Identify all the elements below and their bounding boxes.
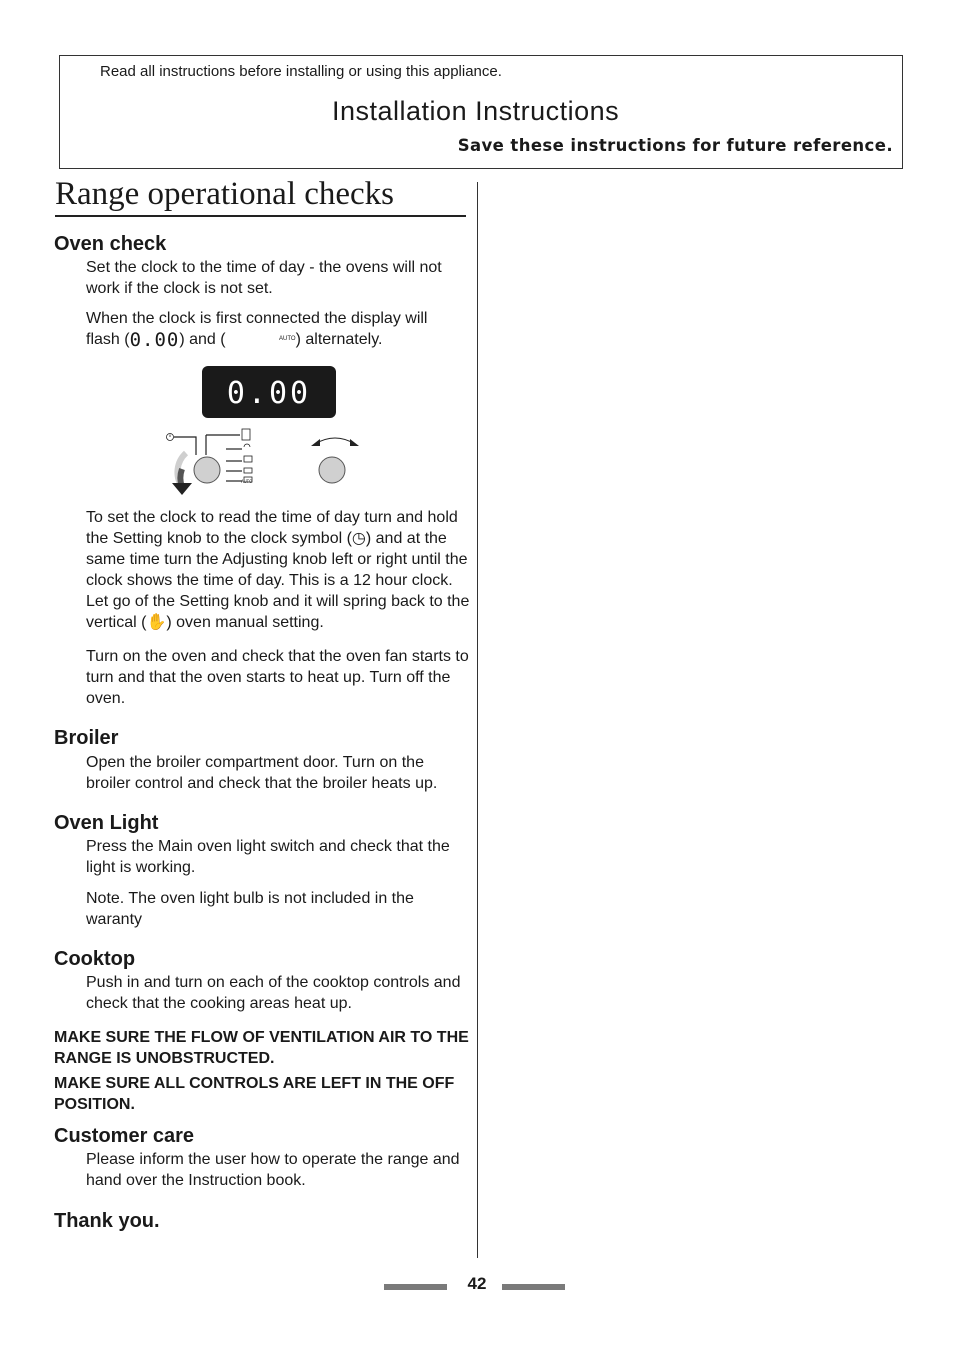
warning-controls-off: MAKE SURE ALL CONTROLS ARE LEFT IN THE OFF POSITION.	[54, 1075, 455, 1113]
broiler-paragraph: Open the broiler compartment door. Turn on the broiler control and check that the broiler heats up.	[86, 754, 438, 792]
clock-symbol-icon	[167, 434, 174, 441]
turn-arrow-icon	[172, 453, 192, 495]
diagram-auto-label: AUTO	[241, 479, 253, 484]
clock-display-digits: 0.00	[226, 376, 312, 411]
warning-ventilation: MAKE SURE THE FLOW OF VENTILATION AIR TO THE RANGE IS UNOBSTRUCTED.	[54, 1029, 469, 1067]
oven-check-paragraph-1: Set the clock to the time of day - the ovens will not work if the clock is not set.	[86, 259, 442, 297]
column-divider	[477, 182, 478, 1258]
function-symbols-icon	[242, 429, 252, 482]
heading-cooktop: Cooktop	[54, 948, 136, 970]
setting-knob	[194, 457, 220, 483]
flash-auto-label: AUTO	[279, 336, 296, 342]
header-title: Installation Instructions	[332, 96, 620, 126]
oven-check-paragraph-4: Turn on the oven and check that the oven fan starts to turn and that the oven starts to heat up. Turn off the oven.	[86, 648, 469, 707]
control-knobs-diagram	[160, 425, 370, 500]
flash-segment-digits: 0.00	[129, 329, 180, 351]
customer-care-paragraph: Please inform the user how to operate the range and hand over the Instruction book.	[86, 1151, 460, 1189]
oven-check-paragraph-2	[86, 308, 470, 351]
header-save-note: Save these instructions for future reference.	[457, 136, 893, 155]
clock-display	[202, 366, 336, 418]
oven-check-paragraph-3: To set the clock to read the time of day turn and hold the Setting knob to the clock symbol (◷) and at the same time turn the Adjusting knob left or right until the clock shows the time of day. This is a 12 hour clock. Let go of the Setting knob and it will spring back to the vertical (✋) oven manual setting.	[86, 509, 470, 631]
thank-you: Thank you.	[54, 1210, 160, 1232]
oven-light-paragraph-1: Press the Main oven light switch and check that the light is working.	[86, 838, 450, 876]
flash-line-1: When the clock is first connected the display will	[86, 310, 428, 327]
adjusting-knob	[319, 457, 345, 483]
flash-alternately: ) alternately.	[295, 331, 383, 348]
heading-broiler: Broiler	[54, 727, 119, 749]
footer-bar-right	[502, 1284, 565, 1290]
heading-customer-care: Customer care	[54, 1125, 195, 1147]
header-box	[59, 55, 903, 169]
oven-light-paragraph-2: Note. The oven light bulb is not included in the waranty	[86, 890, 414, 928]
cooktop-paragraph: Push in and turn on each of the cooktop controls and check that the cooking areas heat up.	[86, 974, 461, 1012]
adjust-arrow-icon	[311, 438, 359, 446]
flash-and: ) and (	[179, 331, 226, 348]
flash-text: flash (	[86, 331, 130, 348]
heading-oven-check: Oven check	[54, 233, 167, 255]
footer-bar-left	[384, 1284, 447, 1290]
page-number: 42	[467, 1274, 487, 1293]
page-title: Range operational checks	[55, 175, 466, 217]
heading-oven-light: Oven Light	[54, 812, 159, 834]
header-note: Read all instructions before installing or using this appliance.	[100, 63, 502, 80]
